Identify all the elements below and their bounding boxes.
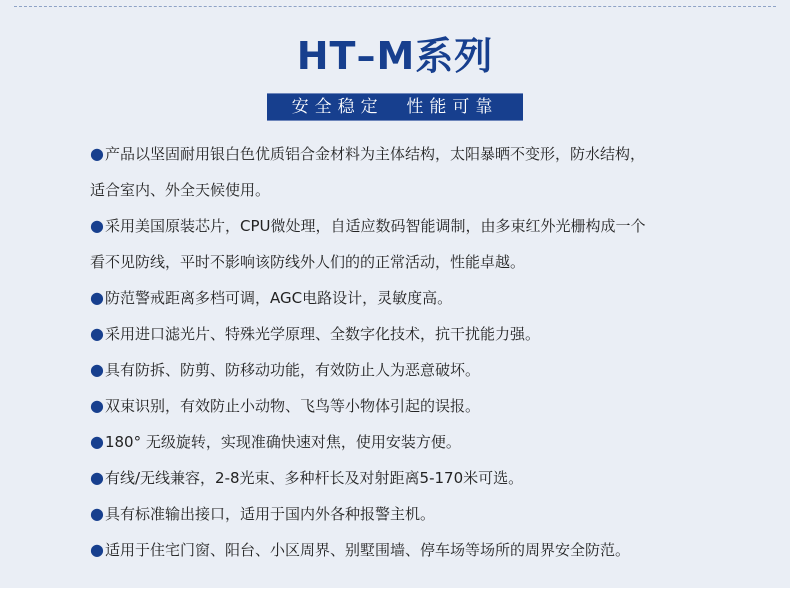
bullet-icon: ● [90, 216, 104, 235]
feature-list [90, 136, 750, 568]
feature-text: 产品以坚固耐用银白色优质铝合金材料为主体结构，太阳暴晒不变形，防水结构， [104, 145, 645, 163]
feature-item [90, 460, 750, 496]
bullet-icon: ● [90, 468, 104, 487]
feature-text: 适合室内、外全天候使用。 [90, 181, 271, 199]
page-title: HT–M系列 [296, 34, 494, 78]
bullet-icon: ● [90, 504, 104, 523]
feature-text: 防范警戒距离多档可调，AGC电路设计，灵敏度高。 [104, 289, 453, 307]
bullet-icon: ● [90, 144, 104, 163]
subtitle-banner: 安全稳定 性能可靠 [267, 93, 523, 121]
feature-item [90, 496, 750, 532]
bullet-icon: ● [90, 396, 104, 415]
bullet-icon: ● [90, 540, 104, 559]
feature-text: 采用美国原装芯片，CPU微处理，自适应数码智能调制，由多束红外光栅构成一个 [104, 217, 646, 235]
feature-text: 双束识别，有效防止小动物、飞鸟等小物体引起的误报。 [104, 397, 480, 415]
feature-item-continuation [90, 172, 750, 208]
feature-text: 180° 无级旋转，实现准确快速对焦，使用安装方便。 [104, 433, 461, 451]
feature-item [90, 424, 750, 460]
bullet-icon: ● [90, 360, 104, 379]
top-dashed-divider [14, 6, 776, 7]
feature-item [90, 208, 750, 244]
feature-text: 具有标准输出接口，适用于国内外各种报警主机。 [104, 505, 435, 523]
bullet-icon: ● [90, 432, 104, 451]
feature-text: 有线/无线兼容，2-8光束、多种杆长及对射距离5-170米可选。 [104, 469, 524, 487]
feature-item [90, 388, 750, 424]
feature-text: 具有防拆、防剪、防移动功能，有效防止人为恶意破坏。 [104, 361, 480, 379]
feature-text: 看不见防线，平时不影响该防线外人们的的正常活动，性能卓越。 [90, 253, 526, 271]
feature-item [90, 136, 750, 172]
feature-item [90, 532, 750, 568]
feature-item [90, 352, 750, 388]
bullet-icon: ● [90, 324, 104, 343]
bullet-icon: ● [90, 288, 104, 307]
feature-item [90, 280, 750, 316]
feature-text: 采用进口滤光片、特殊光学原理、全数字化技术，抗干扰能力强。 [104, 325, 540, 343]
feature-item-continuation [90, 244, 750, 280]
feature-item [90, 316, 750, 352]
feature-text: 适用于住宅门窗、阳台、小区周界、别墅围墙、停车场等场所的周界安全防范。 [104, 541, 630, 559]
